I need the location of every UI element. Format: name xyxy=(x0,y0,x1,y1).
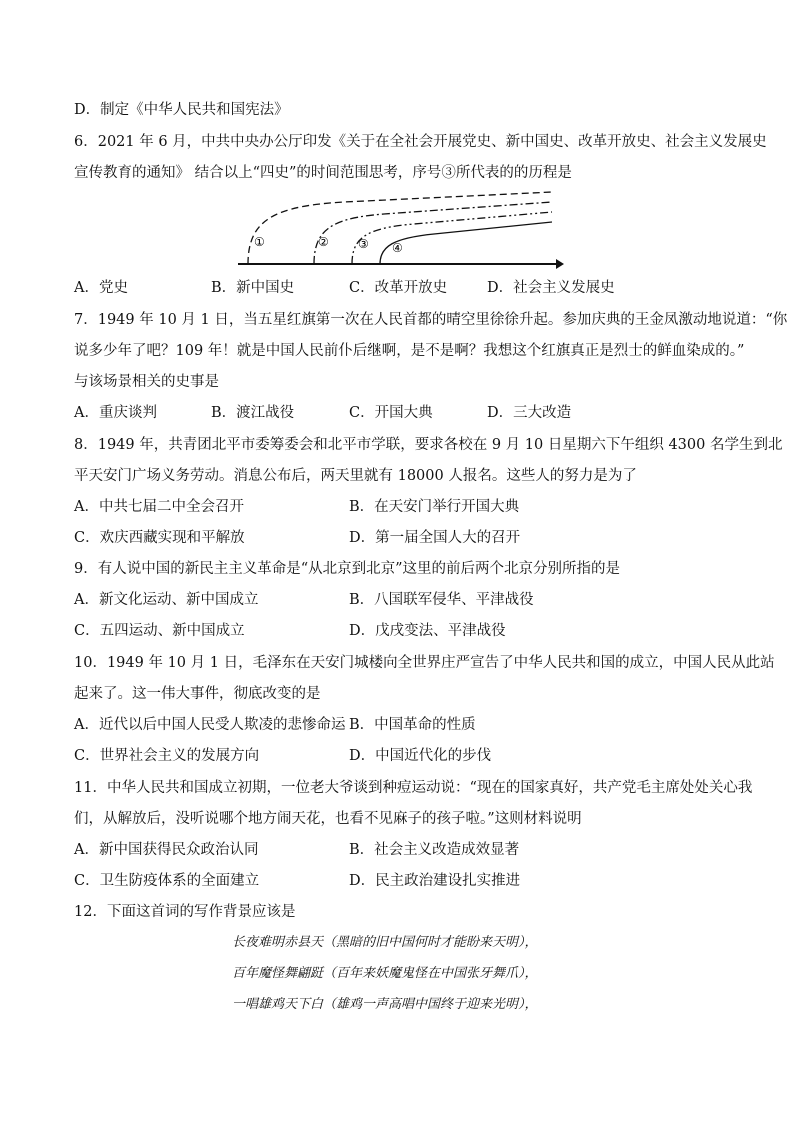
marker-2: ② xyxy=(318,235,329,249)
q8-option-c: C．欢庆西藏实现和平解放 xyxy=(74,530,245,546)
q10-option-a: A．近代以后中国人民受人欺凌的悲惨命运 xyxy=(74,717,346,733)
q7-option-c: C．开国大典 xyxy=(349,405,433,421)
q10-option-b: B．中国革命的性质 xyxy=(349,717,476,733)
q7-option-b: B．渡江战役 xyxy=(211,405,295,421)
q11-option-a: A．新中国获得民众政治认同 xyxy=(74,842,259,858)
q5-option-d: D．制定《中华人民共和国宪法》 xyxy=(74,102,289,118)
q7-option-a: A．重庆谈判 xyxy=(74,405,157,421)
q11-stem-line2: 们，从解放后，没听说哪个地方闹天花，也看不见麻子的孩子啦。”这则材料说明 xyxy=(74,811,582,827)
q9-option-d: D．戊戌变法、平津战役 xyxy=(349,623,506,639)
q12-stem-line1: 12．下面这首词的写作背景应该是 xyxy=(74,904,296,920)
q6-stem-line2: 宣传教育的通知》 结合以上“四史”的时间范围思考，序号③所代表的的历程是 xyxy=(74,165,572,181)
q11-stem-line1: 11．中华人民共和国成立初期，一位老大爷谈到种痘运动说：“现在的国家真好，共产党毛主席处处关心我 xyxy=(74,780,753,796)
curve-3-reform-history xyxy=(352,212,552,264)
marker-3: ③ xyxy=(358,237,369,251)
q10-option-d: D．中国近代化的步伐 xyxy=(349,748,492,764)
curve-2-new-china-history xyxy=(314,202,552,264)
q10-stem-line1: 10．1949 年 10 月 1 日，毛泽东在天安门城楼向全世界庄严宣告了中华人民共和国的成立，中国人民从此站 xyxy=(74,655,775,671)
q8-option-b: B．在天安门举行开国大典 xyxy=(349,499,520,515)
q7-option-d: D．三大改造 xyxy=(487,405,572,421)
q8-stem-line2: 平天安门广场义务劳动。消息公布后，两天里就有 18000 人报名。这些人的努力是为了 xyxy=(74,468,637,484)
q7-stem-line2: 说多少年了吧？109 年！就是中国人民前仆后继啊，是不是啊？我想这个红旗真正是烈士的鲜血染成的。” xyxy=(74,343,745,359)
q12-poem-line1: 长夜难明赤县天（黑暗的旧中国何时才能盼来天明）， xyxy=(232,935,538,950)
q6-option-c: C．改革开放史 xyxy=(349,280,448,296)
q6-option-a: A．党史 xyxy=(74,280,128,296)
q12-poem-line2: 百年魔怪舞翩跹（百年来妖魔鬼怪在中国张牙舞爪）， xyxy=(232,966,538,981)
q6-option-d: D．社会主义发展史 xyxy=(487,280,615,296)
q10-option-c: C．世界社会主义的发展方向 xyxy=(74,748,260,764)
q7-stem-line3: 与该场景相关的史事是 xyxy=(74,374,219,390)
marker-1: ① xyxy=(254,235,265,249)
q6-stem-line1: 6．2021 年 6 月，中共中央办公厅印发《关于在全社会开展党史、新中国史、改革开放史、社会主义发展史 xyxy=(74,134,767,150)
q8-stem-line1: 8．1949 年，共青团北平市委筹委会和北平市学联，要求各校在 9 月 10 日星期六下午组织 4300 名学生到北 xyxy=(74,437,783,453)
q11-option-b: B．社会主义改造成效显著 xyxy=(349,842,520,858)
q9-option-c: C．五四运动、新中国成立 xyxy=(74,623,245,639)
q9-stem-line1: 9．有人说中国的新民主主义革命是“从北京到北京”这里的前后两个北京分别所指的是 xyxy=(74,561,621,577)
timeline-arrowhead xyxy=(556,259,564,269)
four-histories-timeline-diagram xyxy=(234,184,564,270)
q12-poem-line3: 一唱雄鸡天下白（雄鸡一声高唱中国终于迎来光明）， xyxy=(232,997,538,1012)
q9-option-b: B．八国联军侵华、平津战役 xyxy=(349,592,534,608)
q8-option-a: A．中共七届二中全会召开 xyxy=(74,499,244,515)
q7-stem-line1: 7．1949 年 10 月 1 日，当五星红旗第一次在人民首都的晴空里徐徐升起。参加庆典的王金凤激动地说道：“你 xyxy=(74,312,788,328)
q8-option-d: D．第一届全国人大的召开 xyxy=(349,530,521,546)
q9-option-a: A．新文化运动、新中国成立 xyxy=(74,592,259,608)
marker-4: ④ xyxy=(392,241,403,255)
q6-option-b: B．新中国史 xyxy=(211,280,295,296)
curve-4-socialism-history xyxy=(380,222,552,264)
q11-option-d: D．民主政治建设扎实推进 xyxy=(349,873,521,889)
q11-option-c: C．卫生防疫体系的全面建立 xyxy=(74,873,260,889)
q10-stem-line2: 起来了。这一伟大事件，彻底改变的是 xyxy=(74,686,321,702)
